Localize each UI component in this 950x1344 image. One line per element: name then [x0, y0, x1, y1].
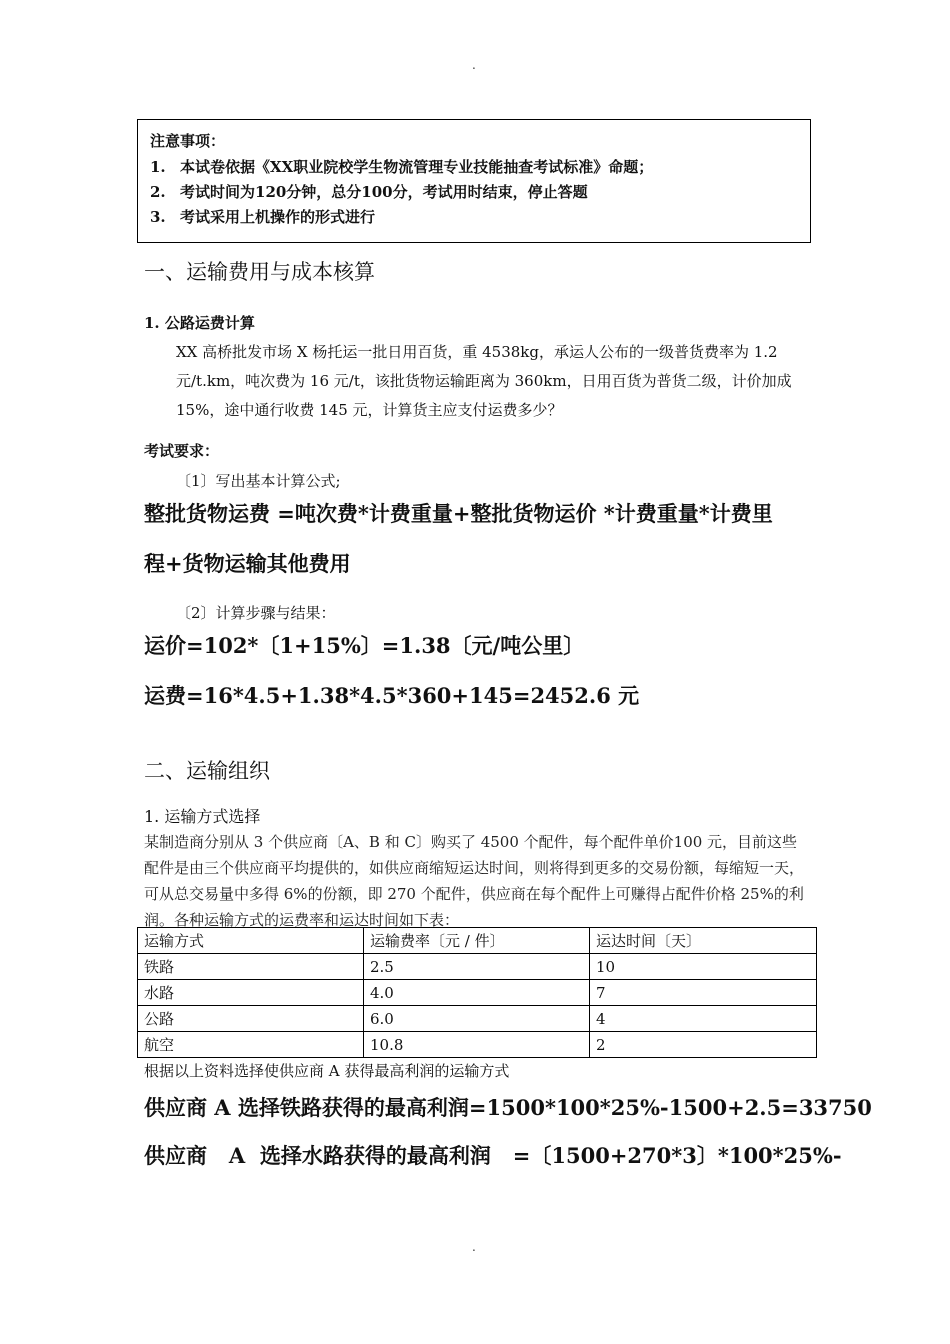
question-text: 某制造商分别从 3 个供应商〔A、B 和 C〕购买了 4500 个配件，每个配件单价100 元，目前这些配件是由三个供应商平均提供的，如供应商缩短运达时间，则将得到更多的交易份额，每缩短一天，可从总交易量中多得 6%的份额，即 270 个配件，供应商在每个配件上可赚得占配件价格 25%的利润。各种运输方式的运费率和运达时间如下表： — [144, 833, 805, 929]
question-text: XX 高桥批发市场 X 杨托运一批日用百货，重 4538kg，承运人公布的一级普货费率为 1.2 元/t.km，吨次费为 16 元/t，该批货物运输距离为 360km，日用百货为普货二级，计价加成 15%，途中通行收费 145 元，计算货主应支付运费多少？ — [176, 343, 792, 419]
table-header-cell: 运输方式 — [138, 928, 364, 954]
formula-line-2: 程+货物运输其他费用 — [144, 551, 351, 576]
notice-item — [150, 180, 798, 205]
table-cell: 航空 — [138, 1032, 364, 1058]
question-heading: 1. 公路运费计算 — [144, 314, 255, 332]
table-cell: 6.0 — [364, 1006, 590, 1032]
table-cell: 2.5 — [364, 954, 590, 980]
section-title: 二、运输组织 — [144, 759, 270, 783]
notice-item-text: 本试卷依据《XX职业院校学生物流管理专业技能抽查考试标准》命题； — [180, 158, 654, 176]
table-cell: 10 — [590, 954, 817, 980]
table-cell: 水路 — [138, 980, 364, 1006]
page-mark-top: . — [472, 58, 476, 72]
answer-line-1: 供应商 A 选择铁路获得的最高利润=1500*100*25%-1500+2.5=33750 — [144, 1095, 872, 1120]
table-cell: 7 — [590, 980, 817, 1006]
page-mark-bottom: . — [472, 1240, 476, 1254]
notice-title: 注意事项： — [150, 132, 226, 150]
table-header-row — [138, 928, 817, 954]
table-cell: 2 — [590, 1032, 817, 1058]
requirements-label: 考试要求： — [144, 442, 220, 460]
notice-item — [150, 205, 798, 230]
requirement-2: 〔2〕计算步骤与结果： — [176, 604, 336, 622]
question-prompt: 根据以上资料选择使供应商 A 获得最高利润的运输方式 — [144, 1062, 510, 1080]
formula-line-1: 整批货物运费 =吨次费*计费重量+整批货物运价 *计费重量*计费里 — [144, 501, 773, 526]
section-title: 一、运输费用与成本核算 — [144, 260, 375, 284]
calculation-freight: 运费=16*4.5+1.38*4.5*360+145=2452.6 元 — [144, 683, 640, 708]
notice-item-text: 考试时间为120分钟，总分100分，考试用时结束，停止答题 — [180, 183, 588, 201]
question-body — [144, 338, 810, 425]
table-cell: 公路 — [138, 1006, 364, 1032]
table-row — [138, 980, 817, 1006]
transport-rates-table — [137, 927, 817, 1058]
table-row — [138, 954, 817, 980]
table-cell: 铁路 — [138, 954, 364, 980]
answer-line-2: 供应商 A 选择水路获得的最高利润 =〔1500+270*3〕*100*25%- — [144, 1143, 842, 1168]
notice-item-number: 3. — [150, 208, 166, 226]
table-cell: 10.8 — [364, 1032, 590, 1058]
table-row — [138, 1032, 817, 1058]
table-header-cell: 运输费率〔元 / 件〕 — [364, 928, 590, 954]
notice-item-text: 考试采用上机操作的形式进行 — [180, 208, 376, 226]
table-cell: 4.0 — [364, 980, 590, 1006]
table-header-cell: 运达时间〔天〕 — [590, 928, 817, 954]
calculation-rate: 运价=102*〔1+15%〕=1.38〔元/吨公里〕 — [144, 633, 585, 658]
notice-box — [137, 119, 811, 243]
notice-item — [150, 155, 798, 180]
requirement-1: 〔1〕写出基本计算公式; — [176, 472, 341, 490]
question-heading: 1. 运输方式选择 — [144, 807, 261, 826]
table-row — [138, 1006, 817, 1032]
notice-item-number: 2. — [150, 183, 166, 201]
notice-item-number: 1. — [150, 158, 166, 176]
table-cell: 4 — [590, 1006, 817, 1032]
